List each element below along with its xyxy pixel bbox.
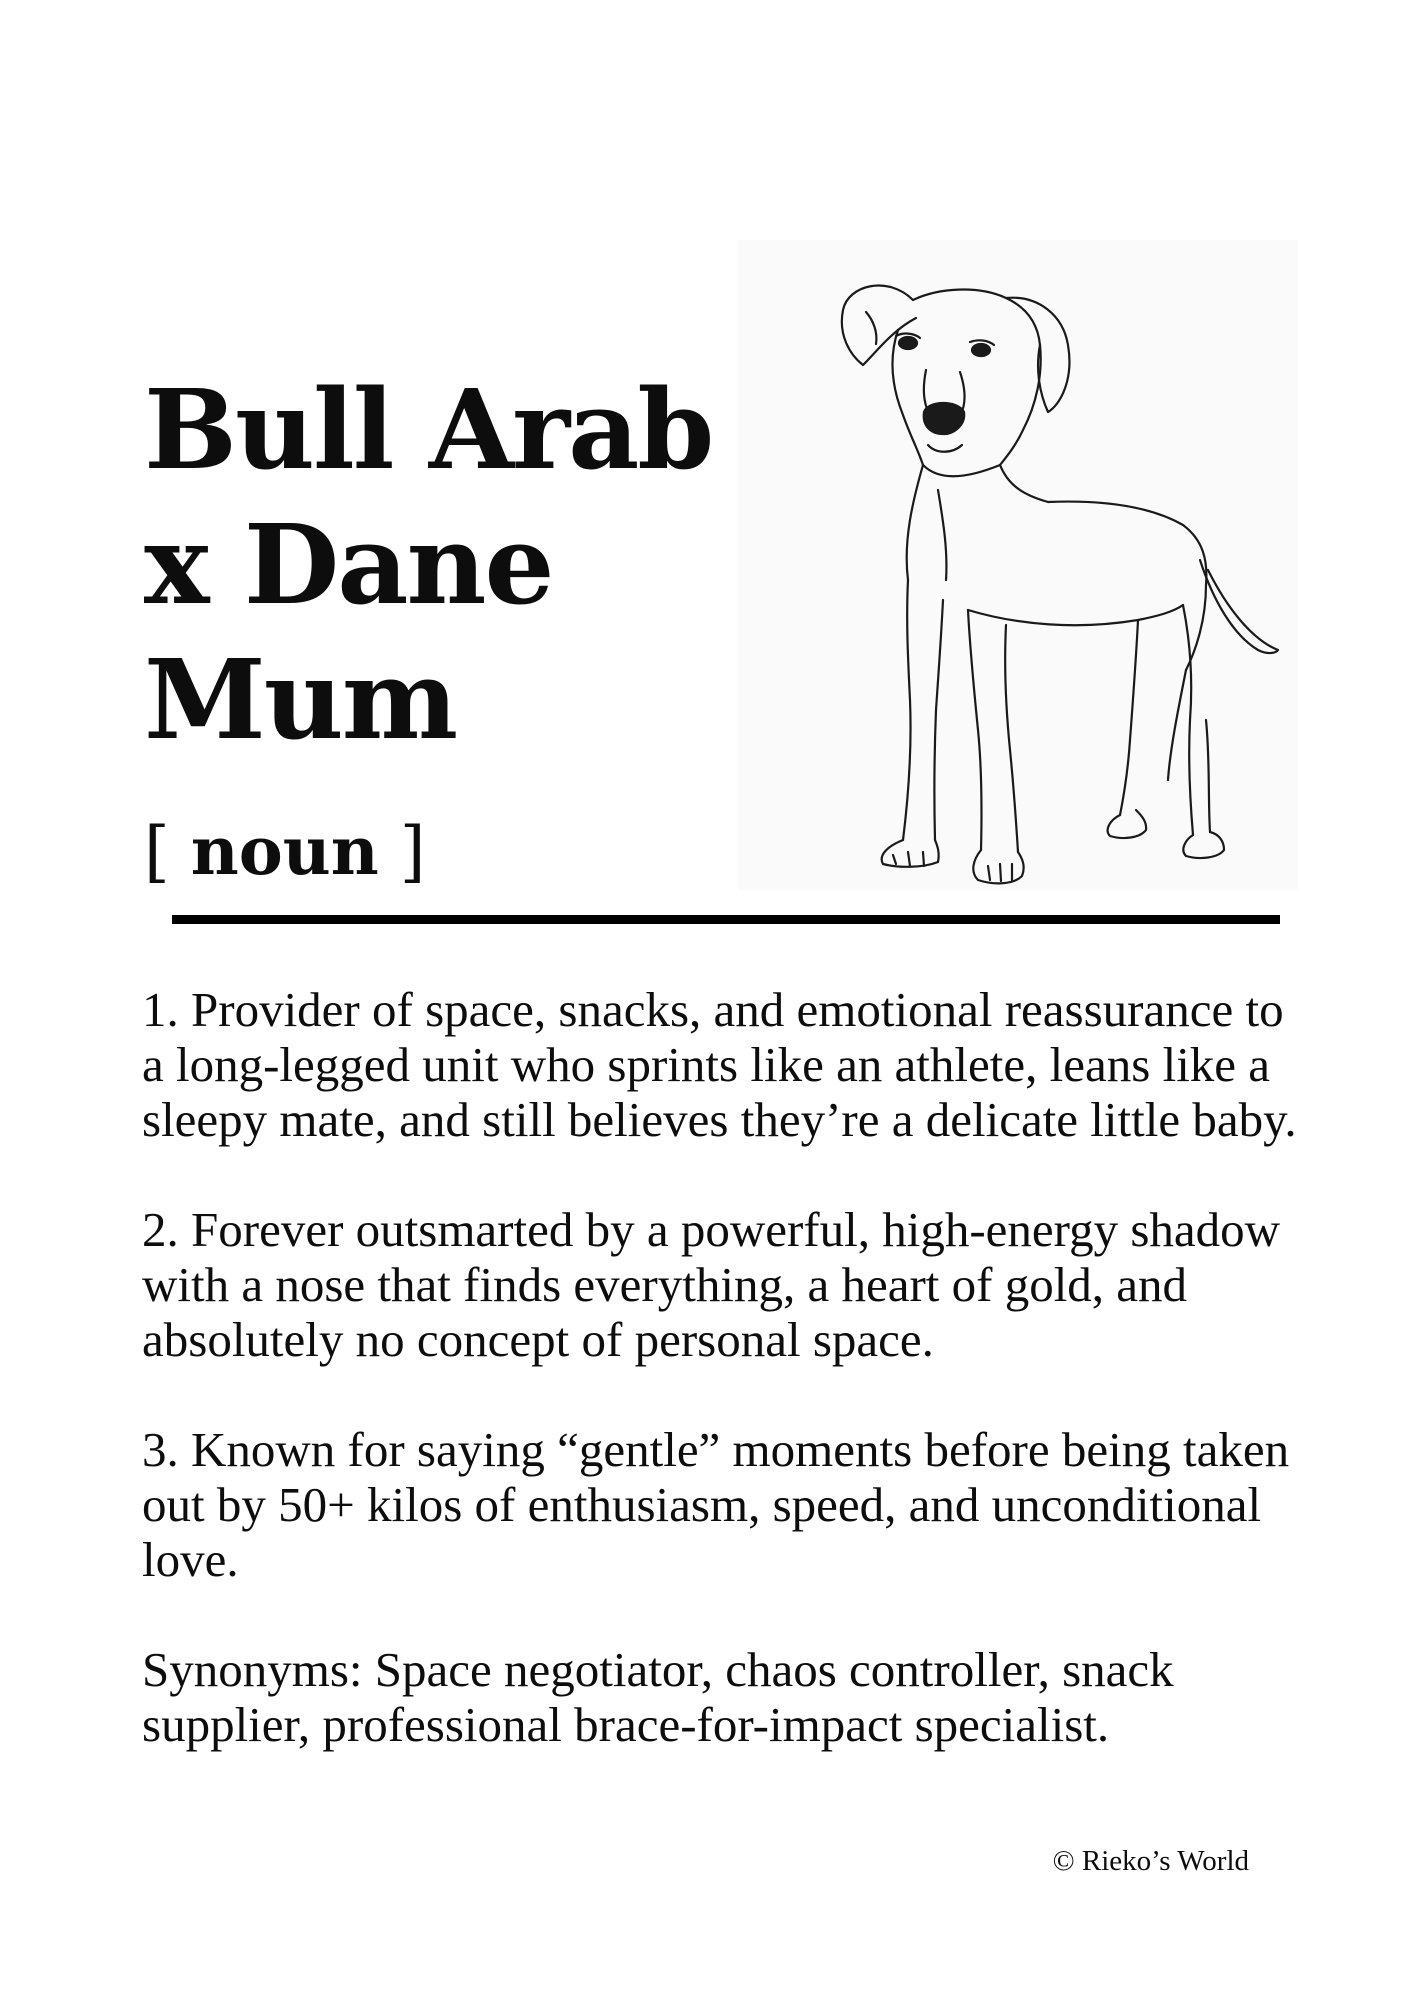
synonyms: Synonyms: Space negotiator, chaos controller, snack supplier, professional brace-for-impact specialist. <box>142 1642 1174 1752</box>
close-bracket: ] <box>399 813 426 890</box>
definitions <box>142 982 1302 1752</box>
definition-2: 2. Forever outsmarted by a powerful, high-energy shadow with a nose that finds everything, a heart of gold, and absolutely no concept of personal space. <box>142 1202 1281 1367</box>
definition-1: 1. Provider of space, snacks, and emotional reassurance to a long-legged unit who sprints like an athlete, leans like a sleepy mate, and still believes they’re a delicate little baby. <box>142 982 1297 1147</box>
copyright-notice: © Rieko’s World <box>1052 1845 1249 1877</box>
page-title <box>144 362 712 767</box>
title-line-1: Bull Arab <box>144 365 713 494</box>
definition-3: 3. Known for saying “gentle” moments before being taken out by 50+ kilos of enthusiasm, speed, and unconditional love. <box>142 1422 1290 1587</box>
dog-illustration <box>738 240 1298 890</box>
title-line-3: Mum <box>144 635 457 764</box>
dog-icon <box>738 240 1298 890</box>
divider-rule <box>172 915 1280 924</box>
open-bracket: [ <box>144 813 170 890</box>
part-of-speech-word: noun <box>190 812 379 890</box>
part-of-speech <box>144 806 425 897</box>
title-line-2: x Dane <box>144 500 553 629</box>
